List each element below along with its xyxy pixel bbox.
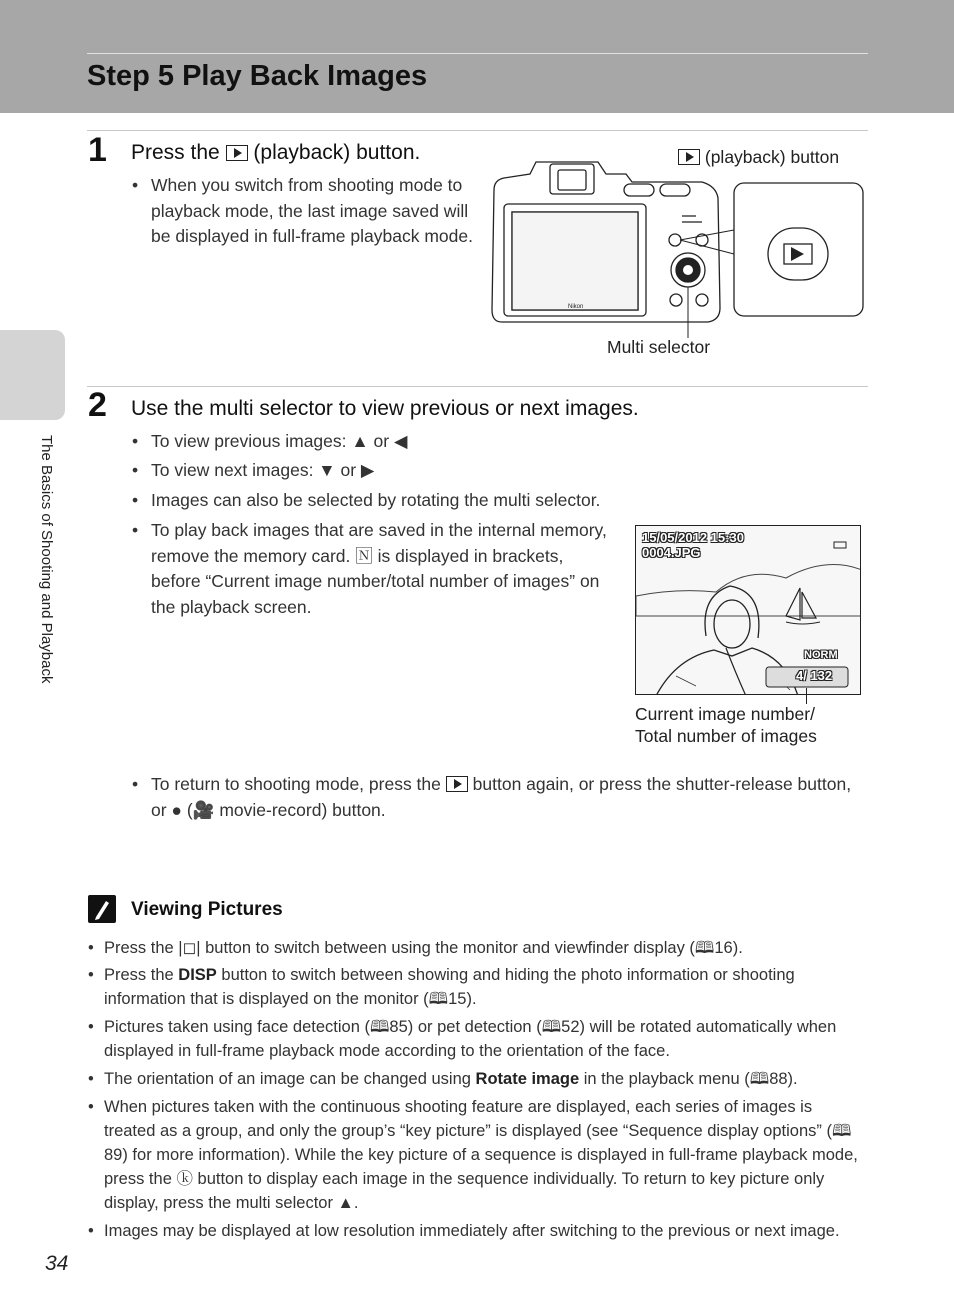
playback-screen	[635, 525, 861, 695]
note-b2-pre: Press the	[104, 966, 174, 984]
step2-number: 2	[88, 386, 107, 424]
step1-number: 1	[88, 131, 107, 169]
step2-bullet-next: • To view next images: ▼ or ▶	[151, 458, 851, 484]
step1-title	[131, 141, 420, 165]
playback-icon	[446, 776, 468, 792]
section-tab	[0, 330, 65, 420]
note-bullet-6: • Images may be displayed at low resolution immediately after switching to the previous or next image.	[104, 1219, 866, 1243]
step1-title-pre: Press the	[131, 141, 220, 164]
note-pencil-icon	[88, 895, 116, 923]
note-b4-pre: The orientation of an image can be changed using	[104, 1070, 471, 1088]
step2-bullet-prev: • To view previous images: ▲ or ◀	[151, 429, 851, 455]
step2-title: Use the multi selector to view previous or next images.	[131, 397, 639, 420]
step2-bullet-internal: • To play back images that are saved in the internal memory, remove the memory card. 🄽 is displayed in brackets, before “Current image number/total number of images” on the playback screen.	[151, 518, 617, 620]
playback-icon	[226, 145, 248, 161]
screen-filename: 0004.JPG	[642, 545, 701, 560]
step1-title-post: (playback) button.	[253, 141, 421, 164]
header-rule	[87, 53, 868, 54]
return-text-post: button again, or press the shutter-release button, or ● (🎥 movie-record) button.	[151, 774, 852, 820]
step1-bullet: • When you switch from shooting mode to playback mode, the last image saved will be displayed in full-frame playback mode.	[151, 173, 473, 250]
page-header	[0, 0, 954, 113]
section-label: The Basics of Shooting and Playback	[38, 435, 55, 684]
counter-caption-line1: Current image number/	[635, 704, 815, 724]
screen-datetime: 15/05/2012 15:30	[642, 530, 744, 545]
note-bullet-2	[104, 963, 866, 1011]
note-bullet-5: • When pictures taken with the continuous shooting feature are displayed, each series of images is treated as a group, and only the group’s “key picture” is displayed (see “Sequence display options” (🕮89) for more information). While the key picture of a sequence is displayed in full-frame playback mode, press the ⓚ button to display each image in the sequence individually. To return to key picture only display, press the multi selector ▲.	[104, 1095, 866, 1215]
screen-counter: 4/ 132	[796, 668, 833, 683]
step2-bullet-rotate: • Images can also be selected by rotating the multi selector.	[151, 488, 851, 514]
page-title: Step 5 Play Back Images	[87, 60, 428, 92]
note-bullet-1: • Press the |◻| button to switch between using the monitor and viewfinder display (🕮16).	[104, 936, 866, 960]
multi-selector-callout: Multi selector	[607, 337, 711, 357]
playback-button-label: (playback) button	[704, 147, 840, 167]
note-b4-post: in the playback menu (🕮88).	[583, 1070, 798, 1088]
note-b2-post: button to switch between showing and hiding the photo information or shooting information that is displayed on the monitor (🕮15).	[104, 966, 795, 1008]
rotate-image-label: Rotate image	[475, 1070, 580, 1088]
step2-bullet-return	[151, 772, 866, 823]
return-text-pre: To return to shooting mode, press the	[151, 774, 441, 794]
note-title: Viewing Pictures	[131, 899, 283, 920]
counter-leader-line	[806, 688, 807, 704]
counter-caption	[635, 703, 817, 747]
note-bullet-3: • Pictures taken using face detection (🕮85) or pet detection (🕮52) will be rotated automatically when displayed in full-frame playback mode according to the orientation of the face.	[104, 1015, 866, 1063]
screen-quality: NORM	[804, 649, 838, 661]
camera-brand: Nikon	[568, 304, 584, 310]
counter-caption-line2: Total number of images	[635, 726, 817, 746]
step2-rule	[87, 386, 868, 387]
camera-illustration	[488, 158, 868, 340]
page-number: 34	[45, 1252, 69, 1275]
step1-rule	[87, 130, 868, 131]
disp-button-label: DISP	[178, 966, 217, 984]
note-bullet-4	[104, 1067, 866, 1091]
